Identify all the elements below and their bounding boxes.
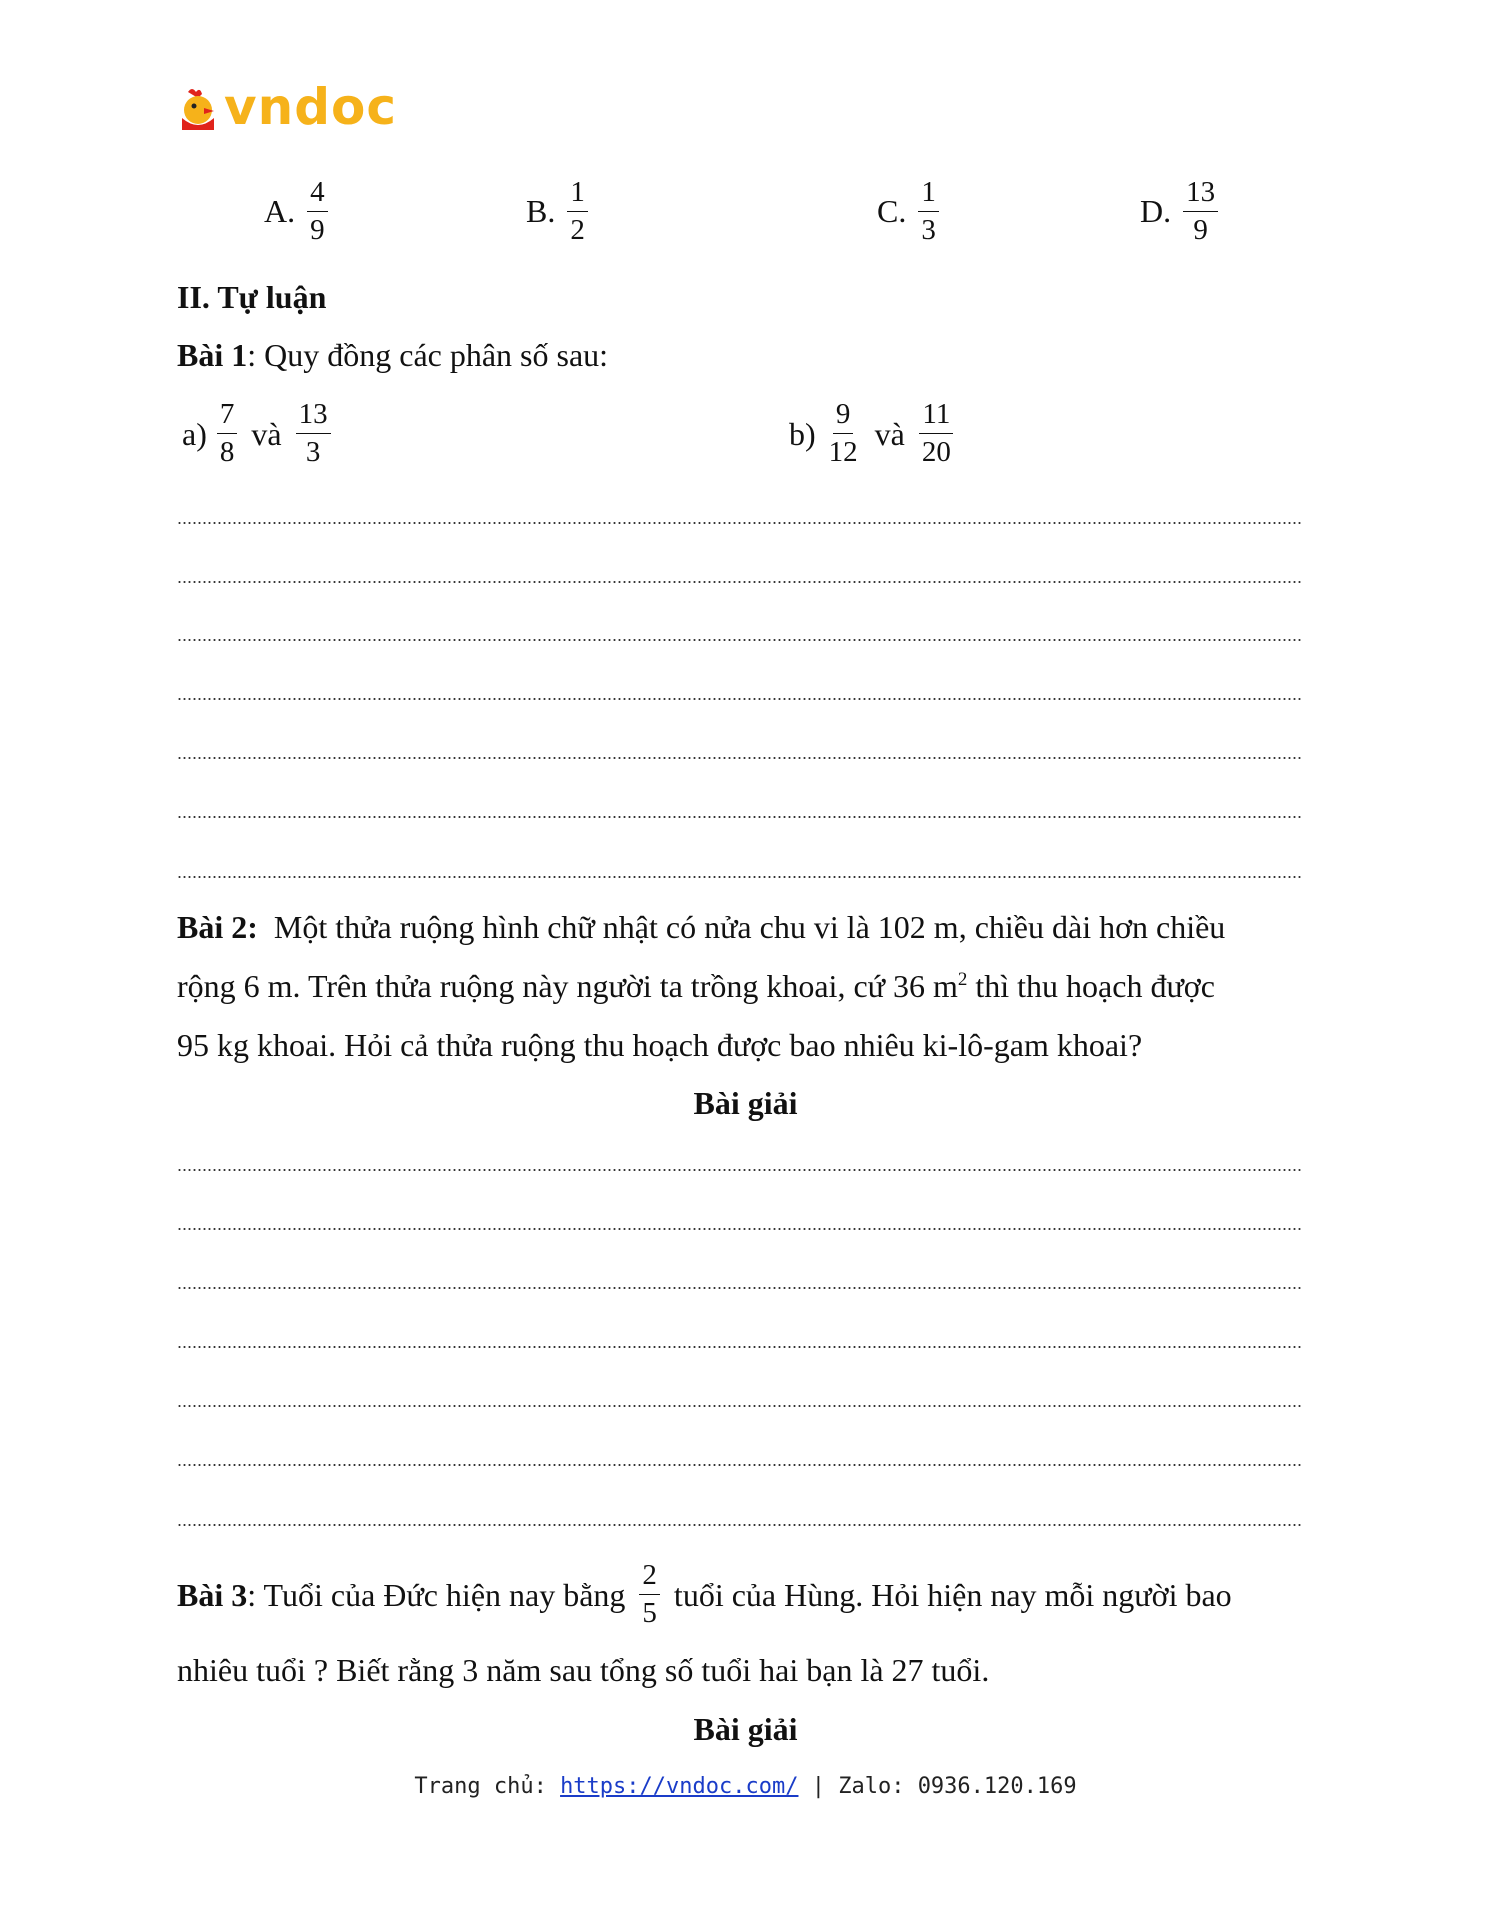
bai3-line-2 xyxy=(177,1654,989,1686)
fraction-denominator: 3 xyxy=(305,436,321,468)
fraction-numerator: 2 xyxy=(639,1561,660,1595)
fraction-numerator: 13 xyxy=(296,400,331,434)
bai2-text: thì thu hoạch được xyxy=(967,968,1215,1004)
answer-line xyxy=(177,1345,1301,1349)
option-fraction xyxy=(918,178,939,245)
option-fraction xyxy=(307,178,328,245)
rooster-mascot-icon xyxy=(174,86,222,134)
bai3-text: tuổi của Hùng. Hỏi hiện nay mỗi người bao xyxy=(673,1576,1232,1613)
bai2-line-1 xyxy=(177,911,1225,943)
fraction-numerator: 4 xyxy=(307,178,328,212)
conjunction: và xyxy=(874,415,905,452)
part-label: b) xyxy=(789,415,816,452)
bai1-part-b xyxy=(789,400,958,467)
bai3-label: Bài 3 xyxy=(177,1576,248,1613)
solution-title-text: Bài giải xyxy=(693,1711,798,1747)
bai2-label: Bài 2: xyxy=(177,909,258,945)
fraction xyxy=(296,400,331,467)
fraction-denominator: 5 xyxy=(642,1597,657,1629)
fraction-denominator: 12 xyxy=(828,436,858,468)
option-fraction xyxy=(567,178,588,245)
option-a xyxy=(264,178,332,245)
solution-title-text: Bài giải xyxy=(693,1085,798,1121)
answer-line xyxy=(177,1463,1301,1467)
bai1-label: Bài 1 xyxy=(177,337,248,373)
answer-line xyxy=(177,875,1301,879)
answer-line xyxy=(177,1227,1301,1231)
section-title xyxy=(177,281,326,313)
answer-line xyxy=(177,815,1301,819)
bai2-text: 95 kg khoai. Hỏi cả thửa ruộng thu hoạch được bao nhiêu ki-lô-gam khoai? xyxy=(177,1027,1143,1063)
fraction xyxy=(919,400,954,467)
bai2-line-2 xyxy=(177,970,1215,1002)
option-c xyxy=(877,178,943,245)
option-d xyxy=(1140,178,1222,245)
answer-line xyxy=(177,1286,1301,1290)
answer-line xyxy=(177,580,1301,584)
fraction-numerator: 13 xyxy=(1183,178,1218,212)
answer-line xyxy=(177,1523,1301,1527)
bai2-text: rộng 6 m. Trên thửa ruộng này người ta trồng khoai, cứ 36 m xyxy=(177,968,958,1004)
vndoc-logo xyxy=(174,78,397,136)
answer-line xyxy=(177,756,1301,760)
footer-prefix: Trang chủ: xyxy=(414,1774,561,1799)
fraction-numerator: 1 xyxy=(918,178,939,212)
bai3-solution-title xyxy=(0,1713,1491,1745)
superscript: 2 xyxy=(957,969,968,990)
option-label: B. xyxy=(526,193,556,229)
fraction xyxy=(826,400,861,467)
bai1-prompt xyxy=(177,339,608,371)
fraction-numerator: 9 xyxy=(833,400,854,434)
option-label: D. xyxy=(1140,193,1172,229)
part-label: a) xyxy=(182,415,207,452)
logo-text: vndoc xyxy=(224,78,397,136)
bai2-line-3 xyxy=(177,1029,1142,1061)
fraction-numerator: 1 xyxy=(567,178,588,212)
fraction-numerator: 7 xyxy=(217,400,238,434)
bai3-text: : Tuổi của Đức hiện nay bằng xyxy=(247,1576,626,1613)
fraction-denominator: 8 xyxy=(219,436,235,468)
option-label: C. xyxy=(877,193,907,229)
section-title-text: II. Tự luận xyxy=(177,279,327,315)
answer-line xyxy=(177,1168,1301,1172)
option-b xyxy=(526,178,592,245)
answer-line xyxy=(177,521,1301,525)
option-fraction xyxy=(1183,178,1218,245)
homepage-link[interactable]: https://vndoc.com/ xyxy=(560,1774,799,1799)
option-label: A. xyxy=(264,193,296,229)
bai1-part-a xyxy=(182,400,335,467)
fraction-denominator: 20 xyxy=(921,436,951,468)
fraction xyxy=(639,1561,660,1628)
bai3-line-1 xyxy=(177,1561,1232,1628)
conjunction: và xyxy=(251,415,282,452)
answer-line xyxy=(177,697,1301,701)
bai1-text: : Quy đồng các phân số sau: xyxy=(247,337,609,373)
fraction xyxy=(217,400,238,467)
bai2-solution-title xyxy=(0,1087,1491,1119)
fraction-denominator: 9 xyxy=(310,214,325,246)
fraction-denominator: 2 xyxy=(570,214,585,246)
answer-line xyxy=(177,1404,1301,1408)
answer-line xyxy=(177,638,1301,642)
fraction-numerator: 11 xyxy=(919,400,953,434)
page-footer xyxy=(0,1774,1491,1799)
bai3-text: nhiêu tuổi ? Biết rằng 3 năm sau tổng số tuổi hai bạn là 27 tuổi. xyxy=(177,1652,990,1688)
bai2-text: Một thửa ruộng hình chữ nhật có nửa chu vi là 102 m, chiều dài hơn chiều xyxy=(273,909,1226,945)
fraction-denominator: 3 xyxy=(921,214,936,246)
footer-suffix: | Zalo: 0936.120.169 xyxy=(798,1774,1077,1799)
fraction-denominator: 9 xyxy=(1193,214,1208,246)
